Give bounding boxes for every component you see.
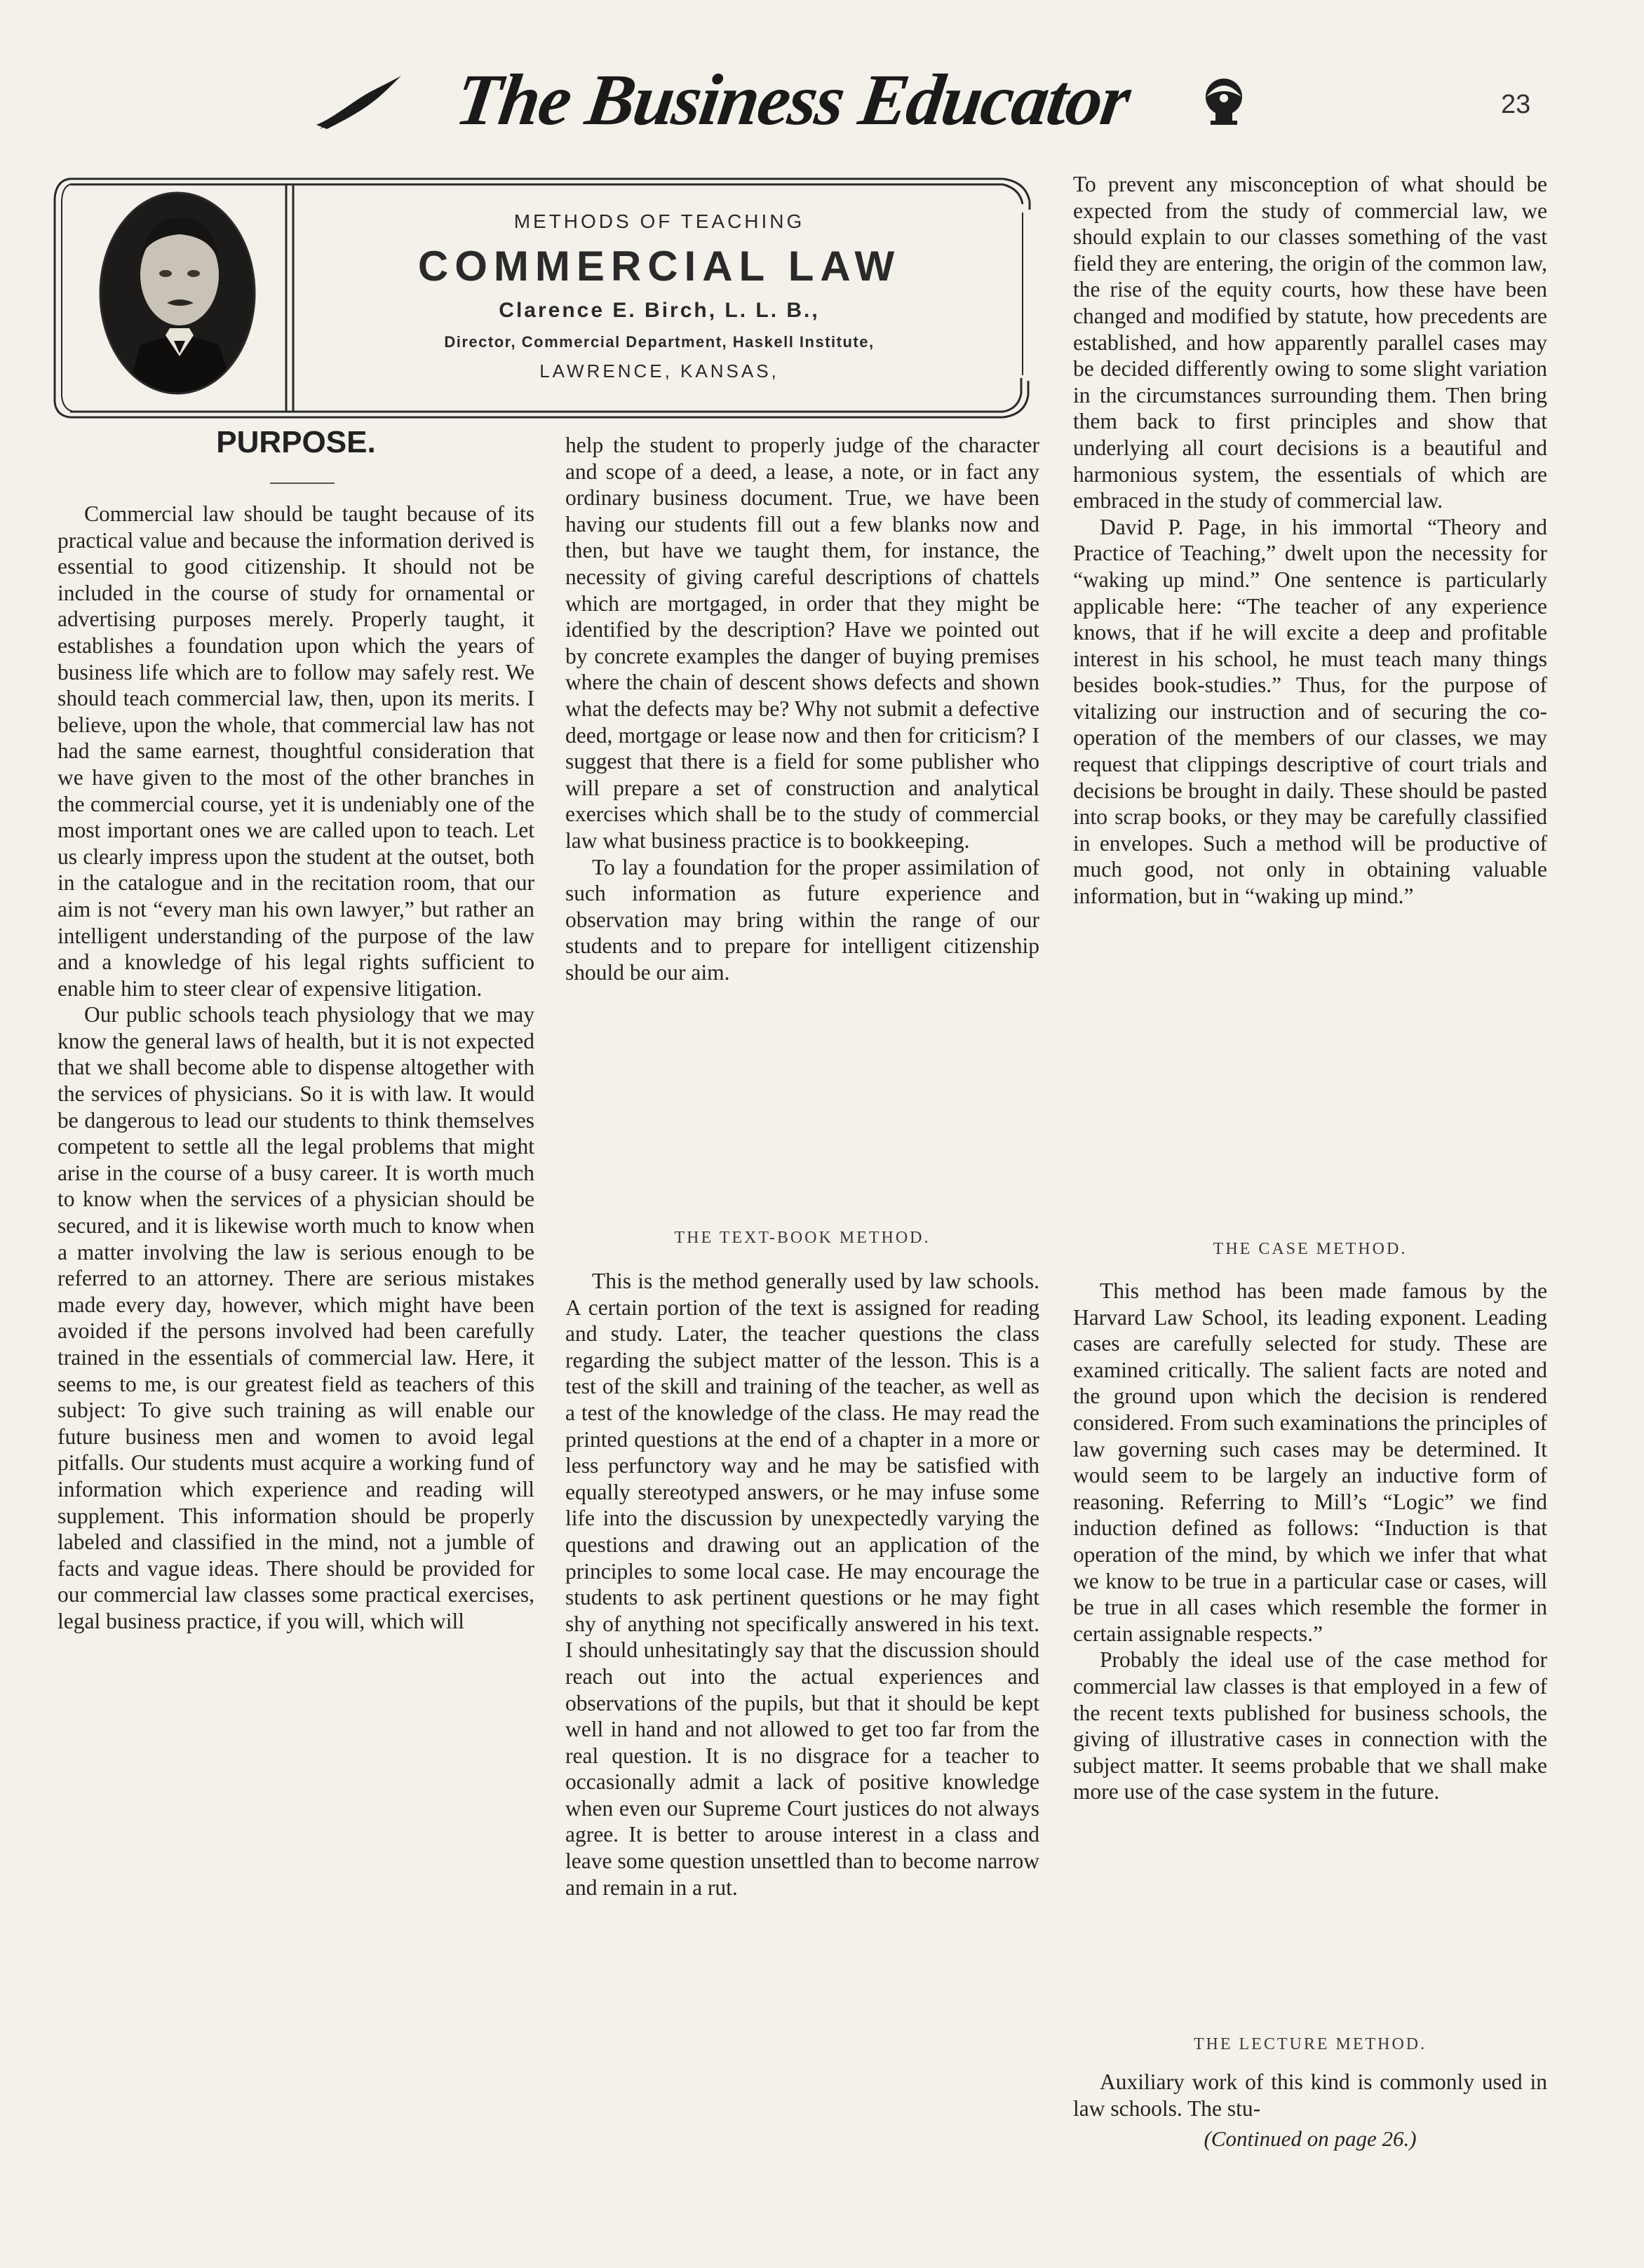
page-number: 23 (1501, 90, 1531, 119)
paragraph: Auxiliary work of this kind is commonly used in law schools. The stu- (1073, 2070, 1547, 2121)
column-3-bottom (1073, 2069, 1547, 2121)
column-2-top (565, 432, 1039, 985)
ornament-emblem-icon (1192, 69, 1255, 132)
column-3-middle (1073, 1278, 1547, 1805)
quill-pen-icon (313, 69, 404, 132)
column-2-bottom (565, 1268, 1039, 1901)
paragraph: This is the method generally used by law schools. A certain portion of the text is assigned for reading and study. Later, the teacher questions the class regarding the subject matter of the lesson. This is a test of the skill and training of the teacher, as well as a test of the knowledge of the class. He may read the printed questions at the end of a chapter in a more or less perfunctory way and he may be satisfied with equally stereotyped answers, or he may infuse some life into the discussion by unexpectedly varying the questions and drawing out an application of the principles to some local case. He may encourage the students to ask pertinent questions or he may fight shy of anything not specifically answered in his text. I should unhesitatingly say that the discussion should reach out into the actual experiences and observations of the pupils, but that it should be kept well in hand and not allowed to get too far from the real question. It is no disgrace for a teacher to occasionally admit a lack of positive knowledge when even our Supreme Court justices do not always agree. It is better to arouse interest in a class and leave some question unsettled than to become narrow and remain in a rut. (565, 1269, 1039, 1900)
paragraph: This method has been made famous by the Harvard Law School, its leading exponent. Leading cases are carefully selected for study. These are examined critically. The salient facts are noted and the ground upon which the decision is rendered considered. From such examinations the principles of law governing such cases may be determined. It would seem to be largely an inductive form of reasoning. Referring to Mill’s “Logic” we find induction defined as follows: “Induction is that operation of the mind, by which we infer that what we know to be true in a particular case or cases, will be true in all cases which resemble the former in certain assignable respects.” (1073, 1278, 1547, 1646)
paragraph: help the student to properly judge of the character and scope of a deed, a lease, a note, or in fact any ordinary business document. True, we have been having our students fill out a few blanks now and then, but have we taught them, for instance, the necessity of giving careful descriptions of chattels which are mortgaged, in order that they might be identified by the description? Have we pointed out by concrete examples the danger of buying premises where the chain of descent shows defects and shown what the defects may be? Why not submit a defective deed, mortgage or lease now and then for criticism? I suggest that there is a field for some publisher who will prepare a set of construction and analytical exercises which shall be to the study of commercial law what business practice is to bookkeeping. (565, 433, 1039, 853)
masthead-title: The Business Educator (451, 60, 1135, 140)
masthead (0, 0, 1644, 161)
continued-notice: (Continued on page 26.) (1204, 2126, 1417, 2151)
paragraph: Commercial law should be taught because of its practical value and because the information derived is essential to good citizenship. It should not be included in the course of study for ornamental or advertising purposes merely. Properly taught, it establishes a foundation upon which the years of business life which are to follow may safely rest. We should teach commercial law, then, upon its merits. I believe, upon the whole, that commercial law has not had the same earnest, thoughtful consideration that we have given to the most of the other branches in the commercial course, yet it is undeniably one of the most important ones we are called upon to teach. Let us clearly impress upon the student at the outset, both in the catalogue and in the recitation room, that our aim is not “every man his own lawyer,” but rather an intelligent understanding of the purpose of the law and a knowledge of his legal rights sufficient to enable him to steer clear of expensive litigation. (58, 501, 534, 1001)
paragraph: Our public schools teach physiology that we may know the general laws of health, but it is not expected that we shall become able to dispense altogether with the services of physicians. So it is with law. It would be dangerous to lead our students to think themselves competent to settle all the legal problems that might arise in the course of a busy career. It is worth much to know when the services of a physician should be secured, and it is likewise worth much to know when a matter involving the law is serious enough to be referred to an attorney. There are serious mistakes made every day, however, which might have been avoided if the persons involved had been carefully trained in the essentials of commercial law. Here, it seems to me, is our greatest field as teachers of this subject: To give such training as will enable our future business men and women to avoid legal pitfalls. Our students must acquire a working fund of information which experience and reading will supplement. This information should be properly labeled and classified in the mind, not a jumble of facts and vague ideas. There should be provided for our commercial law classes some practical exercises, legal business practice, if you will, which will (58, 1002, 534, 1633)
article-header (309, 208, 1010, 386)
paragraph: To prevent any misconception of what should be expected from the study of commercial law, we should explain to our classes something of the vast field they are entering, the origin of the common law, the rise of the equity courts, how these have been changed and modified by statute, how precedents are established, and how apparently parallel cases may be decided differently owing to some slight variation in the circumstances surrounding them. Then bring them back to first principles and show that underlying all court decisions is a beautiful and harmonious system, the essentials of which are embraced in the study of commercial law. (1073, 172, 1547, 513)
section-divider (270, 482, 335, 484)
subhead-lecture-method: THE LECTURE METHOD. (1193, 2035, 1427, 2053)
article-kicker: METHODS OF TEACHING (513, 210, 805, 232)
author-portrait-photo (98, 191, 257, 396)
author-location: LAWRENCE, KANSAS, (539, 360, 779, 382)
article-title: COMMERCIAL LAW (417, 243, 901, 290)
paragraph: To lay a foundation for the proper assimilation of such information as future experience and observation may bring within the range of our students and to prepare for intelligent citizenship should be our aim. (565, 854, 1039, 985)
subhead-textbook-method: THE TEXT-BOOK METHOD. (674, 1229, 931, 1247)
paragraph: David P. Page, in his immortal “Theory and Practice of Teaching,” dwelt upon the necessity for “waking up mind.” One sentence is particularly applicable here: “The teacher of any experience knows, that if he will excite a deep and profitable interest in his school, he must teach many things besides book-studies.” Thus, for the purpose of vitalizing our instruction and of securing the co-operation of the members of our classes, we may request that clippings descriptive of court trials and decisions be brought in daily. These should be pasted into scrap books, or they may be carefully classified in envelopes. Such a method will be productive of much good, not only in obtaining valuable information, but in “waking up mind.” (1073, 514, 1547, 909)
column-1 (58, 501, 534, 1635)
subhead-case-method: THE CASE METHOD. (1213, 1240, 1408, 1258)
author-position: Director, Commercial Department, Haskell Institute, (444, 333, 875, 351)
article-author: Clarence E. Birch, L. L. B., (499, 299, 820, 322)
column-3-top (1073, 171, 1547, 910)
paragraph: Probably the ideal use of the case method for commercial law classes is that employed in a few of the recent texts published for business schools, the giving of illustrative cases in connection with the subject matter. It seems probable that we shall make more use of the case system in the future. (1073, 1647, 1547, 1804)
section-title-purpose: PURPOSE. (216, 425, 376, 459)
